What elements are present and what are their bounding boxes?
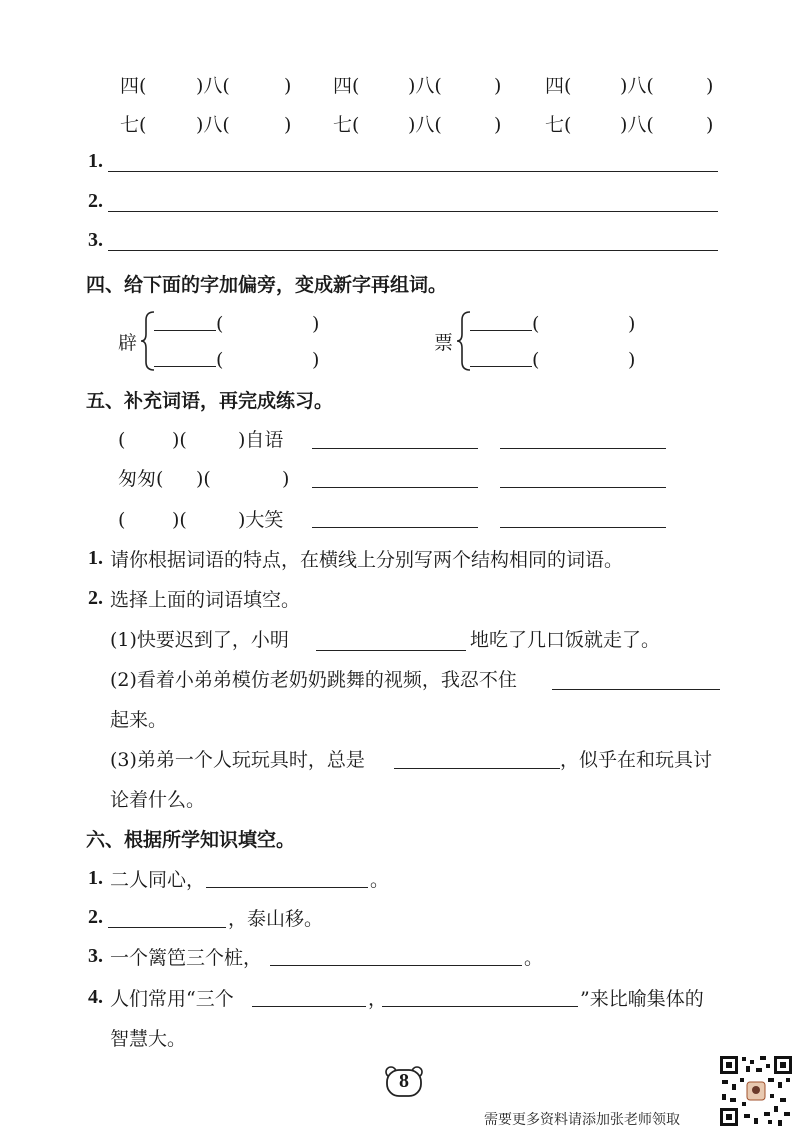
section-title: 五、补充词语，再完成练习。 [86,390,334,412]
answer-line[interactable] [500,487,666,488]
grid-cell: ) [284,75,292,97]
answer-line[interactable] [108,927,226,928]
sentence-text: 起来。 [110,709,168,731]
question-text: ，泰山移。 [228,908,324,930]
paren-open: ( [216,349,224,371]
question-text: 。 [524,947,544,969]
grid-cell: ) [494,114,502,136]
paren-close: ) [628,349,636,371]
answer-line[interactable] [312,487,478,488]
grid-cell: 四( [333,75,360,97]
word-fill: )自语 [238,429,284,451]
answer-line[interactable] [154,366,216,367]
question-text: 。 [370,869,390,891]
question-text: ， [368,988,388,1010]
answer-line[interactable] [382,1006,578,1007]
answer-line[interactable] [154,330,216,331]
sentence-text: ，似乎在和玩具讨 [560,749,713,771]
question-text: 一个篱笆三个桩， [110,947,263,969]
grid-cell: 四( [120,75,147,97]
answer-line[interactable] [312,527,478,528]
answer-line[interactable] [108,211,718,212]
grid-cell: )八( [620,114,654,136]
grid-cell: )八( [196,75,230,97]
grid-cell: 七( [120,114,147,136]
answer-line[interactable] [108,171,718,172]
grid-cell: )八( [620,75,654,97]
grid-cell: )八( [408,75,442,97]
answer-line[interactable] [206,887,368,888]
grid-cell: ) [494,75,502,97]
line-number: 3. [88,229,103,251]
paren-open: ( [216,313,224,335]
question-text: 智慧大。 [110,1028,187,1050]
question-number: 1. [88,547,103,569]
word-fill: )( [172,429,187,451]
word-fill: ( [118,509,126,531]
word-fill: ( [118,429,126,451]
sentence-text: (2)看着小弟弟模仿老奶奶跳舞的视频，我忍不住 [110,669,517,691]
answer-line[interactable] [312,448,478,449]
answer-line[interactable] [252,1006,366,1007]
answer-line[interactable] [500,448,666,449]
question-number: 4. [88,986,103,1008]
footer-text: 需要更多资料请添加张老师领取 [484,1112,680,1128]
sentence-text: (3)弟弟一个人玩玩具时，总是 [110,749,365,771]
word-fill: )( [196,468,211,490]
question-number: 2. [88,906,103,928]
question-text: 选择上面的词语填空。 [110,589,301,611]
word-fill: ) [282,468,290,490]
answer-line[interactable] [270,965,522,966]
sentence-text: 论着什么。 [110,789,206,811]
grid-cell: 七( [545,114,572,136]
question-text: 请你根据词语的特点，在横线上分别写两个结构相同的词语。 [110,549,624,571]
answer-line[interactable] [552,689,720,690]
answer-line[interactable] [470,330,532,331]
question-number: 3. [88,945,103,967]
sentence-text: 地吃了几口饭就走了。 [470,629,661,651]
word-fill: )大笑 [238,509,284,531]
grid-cell: 七( [333,114,360,136]
word-fill: 匆匆( [118,468,164,490]
answer-line[interactable] [470,366,532,367]
left-brace-icon [456,310,472,372]
grid-cell: )八( [408,114,442,136]
word-fill: )( [172,509,187,531]
base-character: 辟 [118,332,138,354]
line-number: 1. [88,150,103,172]
qr-code [718,1054,794,1128]
paren-open: ( [532,313,540,335]
grid-cell: ) [706,114,714,136]
page-number-badge [384,1066,424,1098]
paren-close: ) [312,313,320,335]
section-title: 六、根据所学知识填空。 [86,829,296,851]
paren-open: ( [532,349,540,371]
grid-cell: ) [284,114,292,136]
answer-line[interactable] [108,250,718,251]
question-text: ”来比喻集体的 [580,988,704,1010]
grid-cell: 四( [545,75,572,97]
line-number: 2. [88,190,103,212]
qr-code-icon [718,1054,794,1128]
answer-line[interactable] [316,650,466,651]
page-number: 8 [399,1070,409,1092]
grid-cell: )八( [196,114,230,136]
paren-close: ) [312,349,320,371]
question-text: 二人同心， [110,869,206,891]
section-title: 四、给下面的字加偏旁，变成新字再组词。 [86,274,448,296]
left-brace-icon [140,310,156,372]
base-character: 票 [434,332,454,354]
answer-line[interactable] [500,527,666,528]
question-number: 1. [88,867,103,889]
grid-cell: ) [706,75,714,97]
answer-line[interactable] [394,768,560,769]
paren-close: ) [628,313,636,335]
sentence-text: (1)快要迟到了，小明 [110,629,289,651]
question-text: 人们常用“三个 [110,988,234,1010]
question-number: 2. [88,587,103,609]
